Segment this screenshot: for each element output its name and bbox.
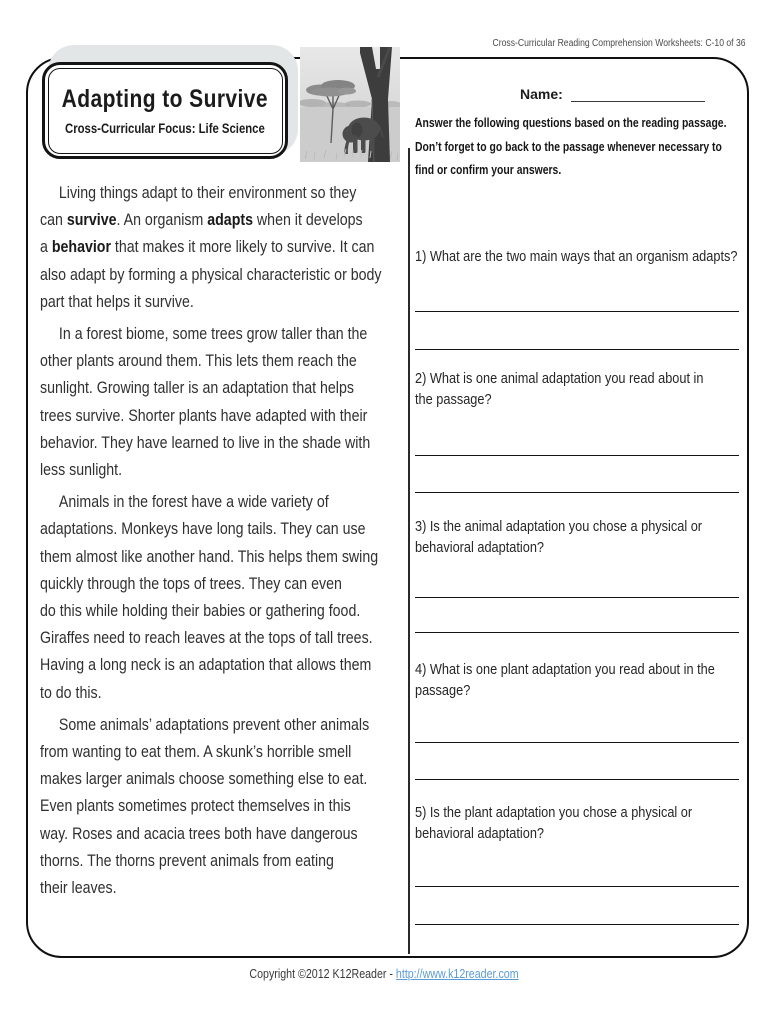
passage-line: Living things adapt to their environment so they — [58, 184, 357, 202]
question-5-answer-line-2[interactable] — [415, 924, 739, 925]
passage-line: part that helps it survive. — [40, 292, 194, 311]
name-input-line[interactable] — [571, 86, 705, 102]
passage-line: do this while holding their babies or gathering food. — [40, 602, 361, 621]
footer-copyright — [249, 966, 518, 981]
passage-line: behavior. They have learned to live in the shade with — [40, 433, 371, 452]
passage-paragraph-3 — [40, 489, 444, 707]
question-1-answer-line-1[interactable] — [415, 311, 739, 312]
passage-line: from wanting to eat them. A skunk’s horrible smell — [40, 743, 352, 762]
worksheet-series-label: Cross-Curricular Reading Comprehension Worksheets: C-10 of 36 — [493, 37, 746, 49]
passage-line: a behavior that makes it more likely to survive. It can — [40, 238, 375, 257]
question-3-text: 3) Is the animal adaptation you chose a physical or behavioral adaptation? — [415, 518, 703, 556]
passage-line: Some animals’ adaptations prevent other animals — [58, 715, 370, 734]
passage-line: Animals in the forest have a wide variety of — [58, 493, 329, 512]
question-5-answer-line-1[interactable] — [415, 886, 739, 887]
passage — [40, 180, 444, 902]
passage-line: quickly through the tops of trees. They can even — [40, 574, 342, 593]
passage-line: trees survive. Shorter plants have adapted with their — [40, 406, 368, 425]
page-title: Adapting to Survive — [61, 85, 269, 113]
passage-line: Even plants sometimes protect themselves in this — [40, 797, 351, 816]
passage-line: sunlight. Growing taller is an adaptation that helps — [40, 379, 354, 398]
passage-line: thorns. The thorns prevent animals from eating — [40, 851, 334, 870]
passage-line: In a forest biome, some trees grow taller than the — [58, 325, 368, 344]
instructions-text — [415, 111, 726, 182]
passage-paragraph-1 — [40, 180, 444, 316]
passage-line: less sunlight. — [40, 461, 123, 480]
passage-line: makes larger animals choose something else to eat. — [40, 770, 368, 789]
savanna-elephant-photo — [300, 47, 400, 162]
passage-paragraph-2 — [40, 321, 444, 484]
question-4-answer-line-1[interactable] — [415, 742, 739, 743]
question-2-answer-line-2[interactable] — [415, 492, 739, 493]
question-4-text: 4) What is one plant adaptation you read about in the passage? — [415, 661, 715, 699]
passage-line: Giraffes need to reach leaves at the tops of tall trees. — [40, 629, 373, 648]
question-3-answer-line-1[interactable] — [415, 597, 739, 598]
instructions-line: Answer the following questions based on the reading passage. — [415, 115, 727, 130]
question-5-text: 5) Is the plant adaptation you chose a physical or behavioral adaptation? — [415, 804, 693, 842]
passage-line: can survive. An organism adapts when it develops — [40, 211, 363, 230]
question-2-answer-line-1[interactable] — [415, 455, 739, 456]
instructions-line: find or confirm your answers. — [415, 162, 562, 177]
passage-line: them almost like another hand. This helps them swing — [40, 547, 379, 566]
question-3-answer-line-2[interactable] — [415, 632, 739, 633]
passage-line: also adapt by forming a physical characteristic or body — [40, 265, 382, 284]
passage-line: other plants around them. This lets them reach the — [40, 352, 357, 371]
passage-line: adaptations. Monkeys have long tails. They can use — [40, 520, 366, 539]
passage-paragraph-4 — [40, 712, 444, 902]
passage-line: way. Roses and acacia trees both have dangerous — [40, 824, 358, 843]
question-1-answer-line-2[interactable] — [415, 349, 739, 350]
passage-line: to do this. — [40, 683, 102, 702]
passage-line: Having a long neck is an adaptation that allows them — [40, 656, 372, 675]
question-2-text: 2) What is one animal adaptation you read about in the passage? — [415, 370, 704, 408]
copyright-text: Copyright ©2012 K12Reader - — [249, 966, 396, 981]
name-label: Name: — [520, 86, 563, 102]
question-4-answer-line-2[interactable] — [415, 779, 739, 780]
title-box — [42, 62, 288, 159]
passage-line: their leaves. — [40, 879, 117, 898]
instructions-line: Don’t forget to go back to the passage whenever necessary to — [415, 138, 722, 154]
question-1-text: 1) What are the two main ways that an organism adapts? — [415, 248, 738, 265]
page-subtitle: Cross-Curricular Focus: Life Science — [65, 121, 265, 136]
k12reader-link[interactable]: http://www.k12reader.com — [395, 966, 519, 981]
name-field-row — [520, 86, 705, 102]
